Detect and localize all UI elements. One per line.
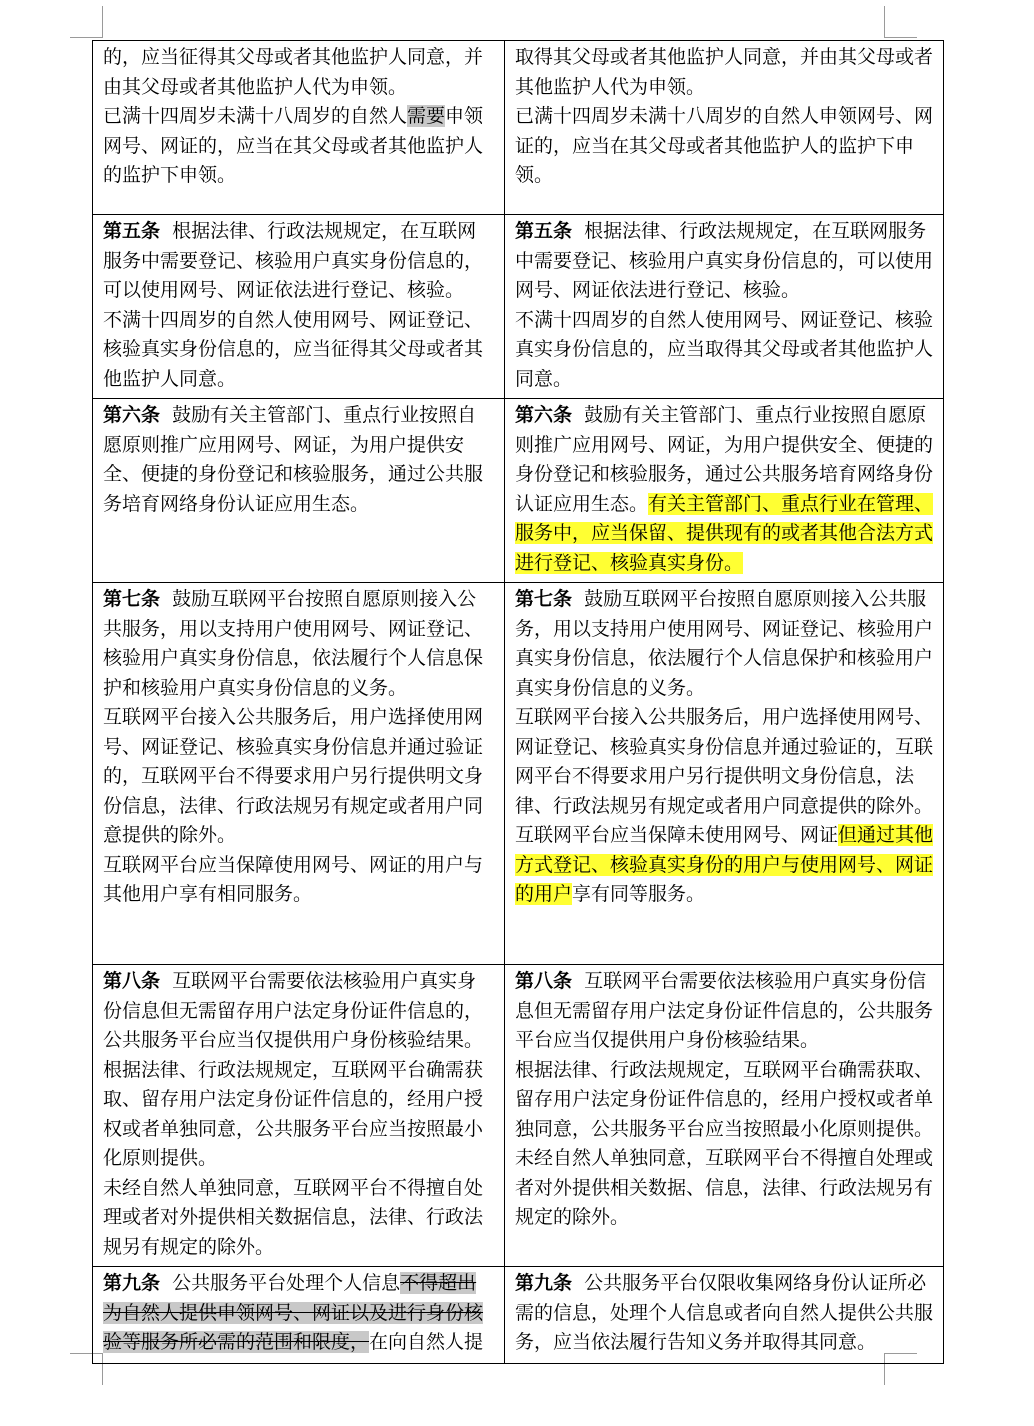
crop-mark (70, 37, 102, 38)
clause-text (515, 1269, 934, 1358)
clause-text-part: 鼓励互联网平台按照自愿原则接入公共服务，用以支持用户使用网号、网证登记、核验用户真实身份信息，依法履行个人信息保护和核验用户真实身份信息的义务。 (103, 588, 484, 699)
clause-text: 不满十四周岁的自然人使用网号、网证登记、核验真实身份信息的，应当取得其父母或者其他监护人同意。 (515, 308, 934, 390)
clause-text (515, 217, 934, 306)
revised-text-cell (505, 1267, 944, 1364)
added-text-highlight: 有关主管部门、重点行业在管理、服务中，应当保留、提供现有的或者其他合法方式进行登记、核验真实身份。 (515, 492, 934, 574)
original-text-cell (93, 583, 505, 965)
deleted-text: 需要 (407, 105, 446, 127)
table-row (93, 215, 944, 399)
revised-text-cell (505, 965, 944, 1267)
clause-text-part: 根据法律、行政法规规定，在互联网服务中需要登记、核验用户真实身份信息的，可以使用网号、网证依法进行登记、核验。 (515, 220, 934, 301)
cell-clip (103, 1269, 495, 1359)
clause-text: 未经自然人单独同意，互联网平台不得擅自处理或者对外提供相关数据、信息，法律、行政法规另有规定的除外。 (515, 1147, 934, 1228)
article-title: 第五条 (515, 220, 573, 242)
revised-text-cell (505, 41, 944, 215)
crop-mark (102, 6, 103, 38)
clause-text-part: 在向自然人提 (369, 1331, 484, 1353)
table-row (93, 583, 944, 965)
article-title: 第九条 (103, 1272, 161, 1294)
revised-text-cell (505, 583, 944, 965)
clause-text: 互联网平台应当保障使用网号、网证的用户与其他用户享有相同服务。 (103, 853, 484, 905)
article-title: 第七条 (103, 588, 161, 610)
clause-text (515, 585, 934, 703)
clause-text: 根据法律、行政法规规定，互联网平台确需获取、留存用户法定身份证件信息的，经用户授权或者单独同意，公共服务平台应当按照最小化原则提供。 (515, 1058, 934, 1140)
clause-text-part: 申领网号、网证的，应当在其父母或者其他监护人的监护下申领。 (103, 105, 484, 186)
clause-text-part: 享有同等服务。 (572, 883, 706, 905)
clause-text: 根据法律、行政法规规定，互联网平台确需获取、留存用户法定身份证件信息的，经用户授权或者单独同意，公共服务平台应当按照最小化原则提供。 (103, 1058, 484, 1169)
clause-text (103, 217, 495, 306)
original-text-cell (93, 215, 505, 399)
table-row (93, 41, 944, 215)
clause-text-part: 互联网平台应当保障未使用网号、网证 (515, 824, 839, 846)
clause-text (103, 967, 495, 1056)
clause-text: 互联网平台接入公共服务后，用户选择使用网号、网证登记、核验真实身份信息并通过验证的，互联网平台不得要求用户另行提供明文身份信息，法律、行政法规另有规定或者用户同意提供的除外。 (515, 706, 934, 817)
crop-mark (885, 37, 917, 38)
table-row (93, 1267, 944, 1364)
clause-text: 未经自然人单独同意，互联网平台不得擅自处理或者对外提供相关数据信息，法律、行政法规另有规定的除外。 (103, 1176, 484, 1258)
clause-text (515, 821, 934, 910)
clause-text-part: 公共服务平台仅限收集网络身份认证所必需的信息，处理个人信息或者向自然人提供公共服务，应当依法履行告知义务并取得其同意。 (515, 1272, 934, 1353)
deleted-text: 不得超出为自然人提供申领网号、网证以及进行身份核验等服务所必需的范围和限度， (103, 1272, 484, 1353)
clause-text-part: 鼓励互联网平台按照自愿原则接入公共服务，用以支持用户使用网号、网证登记、核验用户真实身份信息，依法履行个人信息保护和核验用户真实身份信息的义务。 (515, 588, 934, 699)
clause-text (515, 967, 934, 1056)
original-text-cell (93, 399, 505, 583)
crop-mark (884, 6, 885, 38)
clause-text: 的，应当征得其父母或者其他监护人同意，并由其父母或者其他监护人代为申领。 (103, 46, 484, 98)
article-title: 第五条 (103, 220, 161, 242)
revised-text-cell (505, 215, 944, 399)
clause-text-part: 公共服务平台处理个人信息 (172, 1272, 401, 1294)
table-row (93, 399, 944, 583)
clause-text (103, 102, 495, 191)
clause-text-part: 根据法律、行政法规规定，在互联网服务中需要登记、核验用户真实身份信息的，可以使用网号、网证依法进行登记、核验。 (103, 220, 484, 301)
revised-text-cell (505, 399, 944, 583)
article-title: 第八条 (103, 970, 161, 992)
clause-text: 互联网平台接入公共服务后，用户选择使用网号、网证登记、核验真实身份信息并通过验证的，互联网平台不得要求用户另行提供明文身份信息，法律、行政法规另有规定或者用户同意提供的除外。 (103, 706, 484, 846)
article-title: 第七条 (515, 588, 573, 610)
clause-text-part: 互联网平台需要依法核验用户真实身份信息但无需留存用户法定身份证件信息的，公共服务平台应当仅提供用户身份核验结果。 (515, 970, 934, 1051)
clause-text: 已满十四周岁未满十八周岁的自然人申领网号、网证的，应当在其父母或者其他监护人的监护下申领。 (515, 105, 934, 186)
article-title: 第八条 (515, 970, 573, 992)
clause-text-part: 鼓励有关主管部门、重点行业按照自愿原则推广应用网号、网证，为用户提供安全、便捷的身份登记和核验服务，通过公共服务培育网络身份认证应用生态。 (515, 404, 934, 515)
clause-text: 取得其父母或者其他监护人同意，并由其父母或者其他监护人代为申领。 (515, 46, 934, 98)
article-title: 第六条 (103, 404, 161, 426)
original-text-cell (93, 41, 505, 215)
clause-text: 不满十四周岁的自然人使用网号、网证登记、核验真实身份信息的，应当征得其父母或者其他监护人同意。 (103, 308, 484, 390)
original-text-cell (93, 1267, 505, 1364)
added-text-highlight: 但通过其他方式登记、核验真实身份的用户与使用网号、网证的用户 (515, 824, 934, 905)
clause-text (103, 401, 495, 519)
original-text-cell (93, 965, 505, 1267)
clause-text (515, 401, 934, 578)
comparison-table (92, 40, 944, 1364)
table-row (93, 965, 944, 1267)
clause-text (103, 1269, 495, 1358)
clause-text-part: 已满十四周岁未满十八周岁的自然人 (103, 105, 408, 127)
article-title: 第六条 (515, 404, 573, 426)
article-title: 第九条 (515, 1272, 573, 1294)
clause-text (103, 585, 495, 703)
clause-text-part: 鼓励有关主管部门、重点行业按照自愿原则推广应用网号、网证，为用户提供安全、便捷的身份登记和核验服务，通过公共服务培育网络身份认证应用生态。 (103, 404, 484, 515)
clause-text-part: 互联网平台需要依法核验用户真实身份信息但无需留存用户法定身份证件信息的，公共服务平台应当仅提供用户身份核验结果。 (103, 970, 484, 1051)
